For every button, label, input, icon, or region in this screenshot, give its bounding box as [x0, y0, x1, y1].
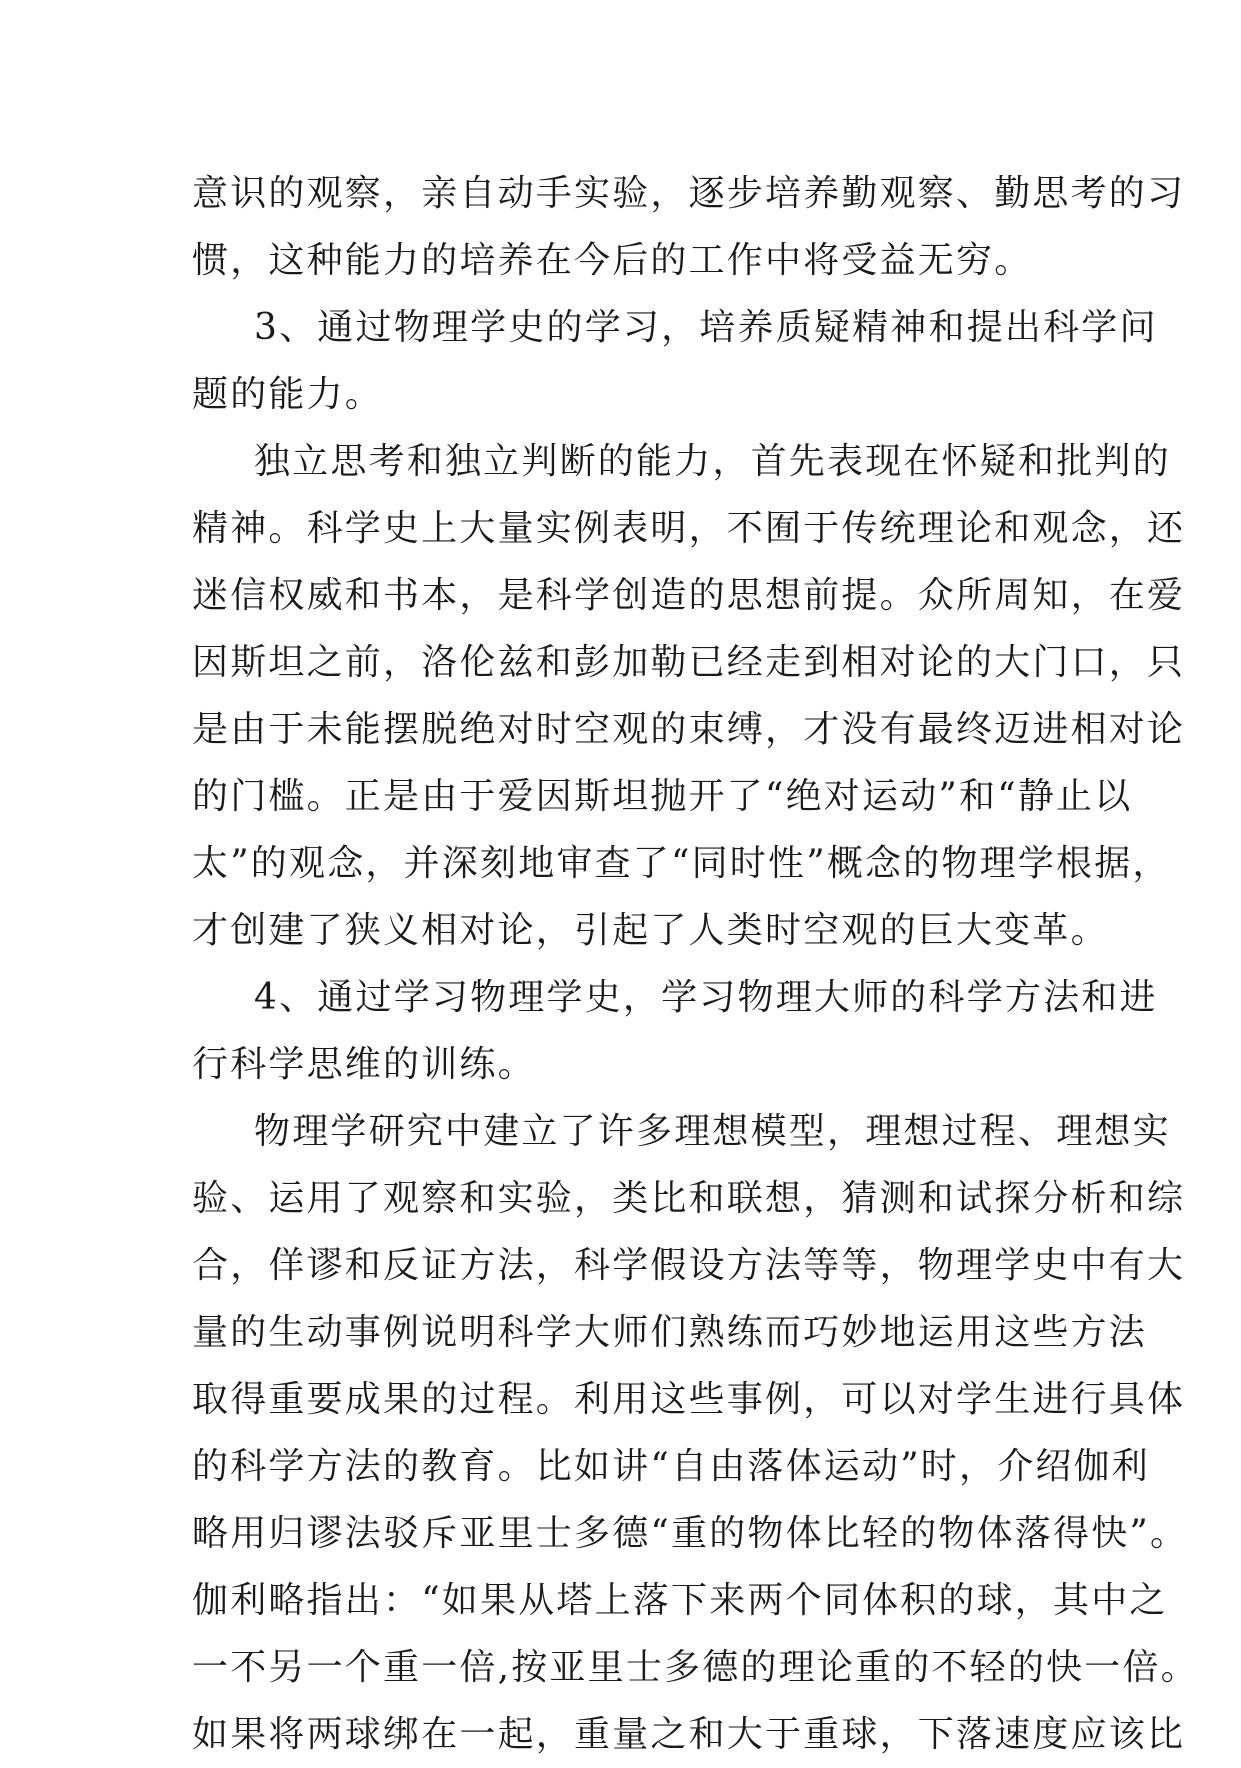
text-line: 的门槛。正是由于爱因斯坦抛开了“绝对运动”和“静止以 — [192, 776, 1133, 817]
text-line: 略用归谬法驳斥亚里士多德“重的物体比轻的物体落得快”。 — [192, 1513, 1189, 1554]
text-line: 如果将两球绑在一起，重量之和大于重球，下落速度应该比 — [192, 1714, 1186, 1755]
text-line: 合，佯谬和反证方法，科学假设方法等等，物理学史中有大 — [192, 1245, 1186, 1286]
text-line: 太”的观念，并深刻地审查了“同时性”概念的物理学根据， — [192, 843, 1171, 884]
text-line: 惯，这种能力的培养在今后的工作中将受益无穷。 — [192, 240, 1033, 281]
text-line: 验、运用了观察和实验，类比和联想，猜测和试探分析和综 — [192, 1178, 1186, 1219]
section-heading-4: 4、通过学习物理学史，学习物理大师的科学方法和进 — [254, 977, 1158, 1018]
paragraph-start: 物理学研究中建立了许多理想模型，理想过程、理想实 — [254, 1111, 1171, 1152]
section-heading-3: 3、通过物理学史的学习，培养质疑精神和提出科学问 — [254, 307, 1158, 348]
text-line: 题的能力。 — [192, 374, 384, 415]
text-line: 量的生动事例说明科学大师们熟练而巧妙地运用这些方法 — [192, 1312, 1148, 1353]
text-line: 行科学思维的训练。 — [192, 1044, 536, 1085]
text-line: 因斯坦之前，洛伦兹和彭加勒已经走到相对论的大门口，只 — [192, 642, 1186, 683]
body-text — [192, 160, 1199, 1768]
text-line: 才创建了狭义相对论，引起了人类时空观的巨大变革。 — [192, 910, 1109, 951]
text-line: 取得重要成果的过程。利用这些事例，可以对学生进行具体 — [192, 1379, 1186, 1420]
text-line: 迷信权威和书本，是科学创造的思想前提。众所周知，在爱 — [192, 575, 1186, 616]
text-line: 伽利略指出：“如果从塔上落下来两个同体积的球，其中之 — [192, 1580, 1168, 1621]
paragraph-start: 独立思考和独立判断的能力，首先表现在怀疑和批判的 — [254, 441, 1171, 482]
text-line: 意识的观察，亲自动手实验，逐步培养勤观察、勤思考的习 — [192, 173, 1186, 214]
text-line: 精神。科学史上大量实例表明，不囿于传统理论和观念，还 — [192, 508, 1186, 549]
text-line: 一不另一个重一倍,按亚里士多德的理论重的不轻的快一倍。 — [192, 1647, 1199, 1688]
text-line: 的科学方法的教育。比如讲“自由落体运动”时，介绍伽利 — [192, 1446, 1151, 1487]
text-line: 是由于未能摆脱绝对时空观的束缚，才没有最终迈进相对论 — [192, 709, 1186, 750]
